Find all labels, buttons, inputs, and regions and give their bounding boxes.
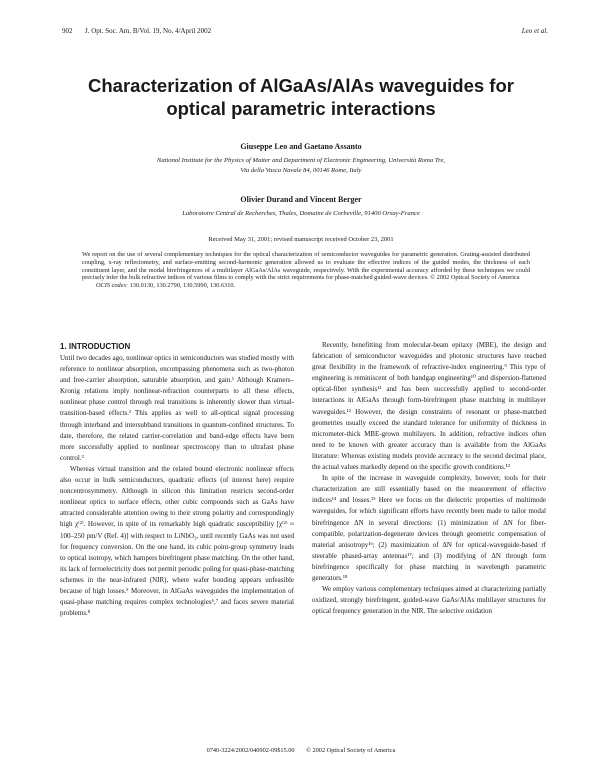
ocis-label: OCIS codes: <box>96 282 129 290</box>
page-number: 902 <box>62 27 73 35</box>
received-dates: Received May 31, 2001; revised manuscript received October 23, 2001 <box>208 236 394 243</box>
affiliation-2: Laboratoire Central de Recherches, Thales, Domaine de Corbeville, 91400 Orsay-France <box>182 210 420 217</box>
intro-paragraph-2: Whereas virtual transition and the related bound electronic nonlinear effects also occur in bulk semiconductors, quadratic effects (of interest here) require noncentrosymmetry. Although in silicon this limitation restricts second-order nonlinear optics to surface effects, other cubic compounds such as GaAs have attracted considerable attention owing to their strong polarity and correspondingly high χ⁽²⁾. However, in spite of its remarkably high quadratic susceptibility [χ⁽²⁾ ≈ 100–250 pm/V (Ref. 4)] with respect to LiNbO₃, until recently GaAs was not used for frequency conversion. On the one hand, its cubic point-group symmetry leads to optical isotropy, which hampers birefringent phase matching. On the other hand, its lack of ferroelectricity does not permit periodic poling for quasi-phase-matching schemes in the near-infrared (NIR), where wafer bonding appears unfeasible because of high losses.⁵ Moreover, in AlGaAs waveguides the implementation of quasi-phase matching requires complex technologies⁶,⁷ and faces severe material problems.⁸ <box>60 464 294 618</box>
section-heading-introduction: 1. INTRODUCTION <box>60 342 131 351</box>
running-authors <box>522 27 548 35</box>
author-group-1: Giuseppe Leo and Gaetano Assanto <box>240 142 362 151</box>
journal-citation: J. Opt. Soc. Am. B/Vol. 19, No. 4/April 2002 <box>85 27 212 35</box>
intro-paragraph-3: Recently, benefitting from molecular-beam epitaxy (MBE), the design and fabrication of semiconductor waveguides and photonic structures have reached great flexibility in the framework of refractive-index engineering.⁹ This type of engineering is reminiscent of both bandgap engineering¹⁰ and dispersion-flattened optical-fiber synthesis¹¹ and has been successfully applied to second-order interactions in AlGaAs through form-birefringent phase matching in multilayer waveguides.¹² However, the design constraints of resonant or phase-matched geometries usually exceed the standard tolerance for uniformity of thickness in micrometer-thick MBE-grown multilayers. In addition, refractive indices often need to be known with greater accuracy than is available from the AlGaAs literature: Whereas existing models provide accuracy to the second decimal place, the actual values markedly depend on the specific growth conditions.¹³ <box>312 341 546 472</box>
copyright: © 2002 Optical Society of America <box>306 747 396 754</box>
intro-paragraph-4: In spite of the increase in waveguide complexity, however, tools for their characterization are still essentially based on the measurement of effective indices¹⁴ and losses.¹⁵ Here we focus on the dielectric properties of multimode waveguides, for which significant efforts have recently been made to tailor modal birefringence ΔN in several directions: (1) minimization of ΔN for fiber-compatible, polarization-degenerate devices through geometric compensation of material anisotropy¹⁶; (2) maximization of ΔN for optical-waveguide-based rf steerable phased-array antennas¹⁷; and (3) modifying of ΔN through form birefringence specifically for phase matching in wavelength parametric generators.¹⁸ <box>312 474 546 582</box>
intro-paragraph-5: We employ various complementary techniques aimed at characterizing partially oxidized, strongly birefringent, guided-wave GaAs/AlAs multilayer structures for optical frequency generation in the NIR. The selective oxidation <box>312 585 546 616</box>
right-column <box>312 340 546 617</box>
running-head <box>62 27 548 39</box>
abstract-text: We report on the use of several complementary techniques for the optical characterization of semiconductor waveguides for parametric generation. Grating-assisted distributed coupling, x-ray reflectometry, and surface-emitting second-harmonic generation allowed us to evaluate the effective indices of the guided modes, the thickness of each constituent layer, and the modal birefringences of a multilayer AlGaAs/AlAs waveguide, respectively. With the experimental accuracy afforded by these techniques we could precisely infer the bulk refractive indices of various films to comply with the strict requirements for phase-matched guided-wave devices. © 2002 Optical Society of America <box>82 251 530 282</box>
ocis-values: 130.0130, 130.2790, 130.5990, 130.6310. <box>129 282 236 290</box>
affiliation-1-line-1: National Institute for the Physics of Matter and Department of Electronic Engineering, Università Roma Tre, <box>156 157 446 164</box>
author-group-2: Olivier Durand and Vincent Berger <box>240 195 362 204</box>
page-footer <box>60 747 542 754</box>
affiliation-1-line-2: Via della Vasca Navale 84, 00146 Rome, Italy <box>240 167 362 174</box>
article-code: 0740-3224/2002/040902-09$15.00 <box>206 747 295 754</box>
paper-title: Characterization of AlGaAs/AlAs waveguides for optical parametric interactions <box>88 75 514 119</box>
ocis-codes <box>82 282 530 290</box>
intro-paragraph-1: Until two decades ago, nonlinear optics in semiconductors was studied mostly with reference to nonlinear absorption, encompassing phenomena such as two-photon and free-carrier absorption, saturable absorption, and gain.¹ Although Kramers–Kronig relations imply nonlinear-refraction counterparts to all these effects, nonlinear phase control through real transitions is inherently slower than virtual-transition-based effects.² This applies as well to all-optical signal processing through interband and intersubband transitions in quantum-confined structures. To date, therefore, the related carrier-correlation and band-edge effects have been more successfully applied to nonlinear spectroscopy than to ultrafast phase control.³ <box>60 354 294 462</box>
left-column <box>60 353 294 619</box>
abstract <box>82 251 530 290</box>
running-authors-text: Leo et al. <box>521 27 548 35</box>
